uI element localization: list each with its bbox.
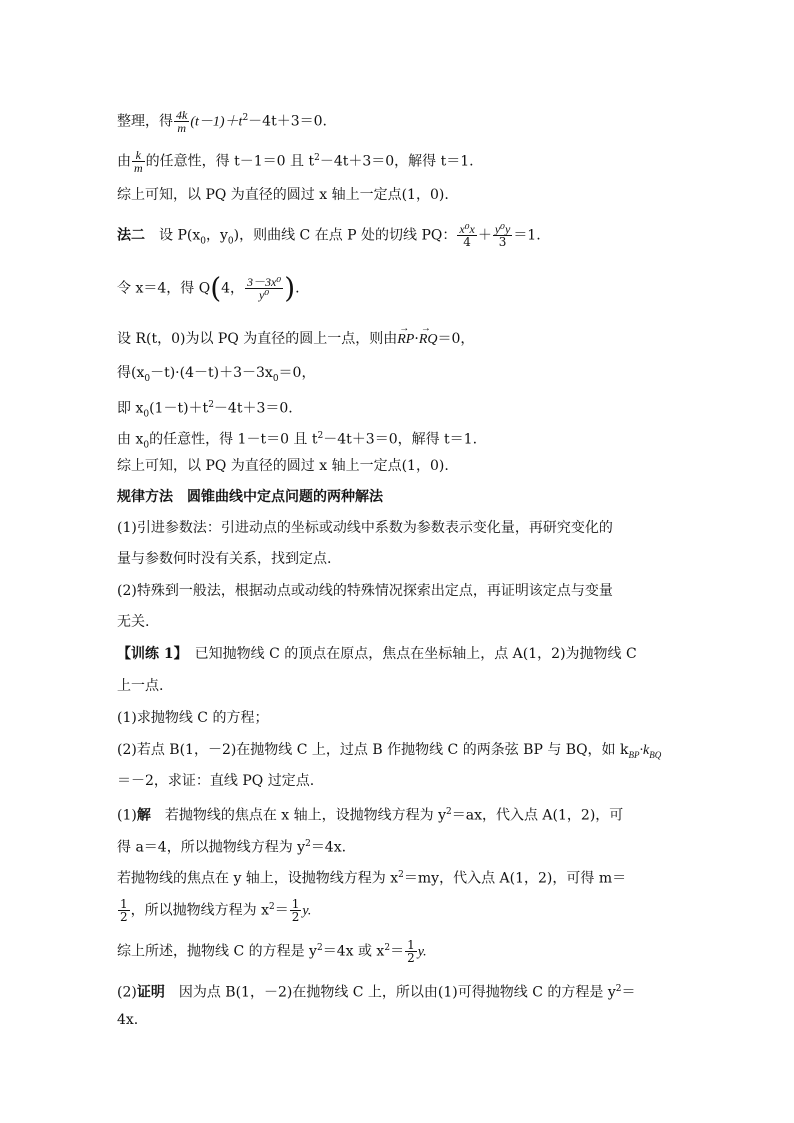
text-line-13: 量与参数何时没有关系，找到定点. (117, 551, 332, 567)
fraction: $\frac{\text{x⁰x}}{4}$ (459, 222, 475, 249)
vector-rq: → RQ (419, 331, 438, 349)
text-line-7: 得$(x_0-t)\cdot(4-t)+3-3x_0=0$， (117, 365, 316, 384)
text-line-26: (2)证明 因为点 B(1，－2)在抛物线 C 上，所以由(1)可得抛物线 C 的方程是 $y^2=$ (117, 984, 636, 1001)
text-line-17: 上一点. (117, 678, 164, 694)
exercise-heading-line: 【训练 1】 已知抛物线 C 的顶点在原点，焦点在坐标轴上，点 A(1，2)为抛物线 C (117, 646, 637, 662)
text-line-12: (1)引进参数法：引进动点的坐标或动线中系数为参数表示变化量，再研究变化的 (117, 520, 613, 536)
text-line-20: ＝－2，求证：直线 PQ 过定点. (117, 773, 315, 789)
text-line-3: 综上可知，以 PQ 为直径的圆过 x 轴上一定点(1，0). (117, 187, 449, 203)
text-line-5: 令 x＝4，得 Q(4， $\frac{\text{3－3x⁰}}{\text{y⁰}}$ ). (117, 271, 300, 305)
fraction: $\frac{1}{2}$ (120, 897, 128, 925)
text-line-14: (2)特殊到一般法，根据动点或动线的特殊情况探索出定点，再证明该定点与变量 (117, 583, 613, 599)
fraction: $\frac{k}{m}$ (134, 148, 143, 176)
text-line-2: 由 $\frac{k}{m}$ 的任意性，得 t－1＝0 且 $t^2-4t+3=0$，解得 t＝1. (117, 148, 474, 176)
text-line-15: 无关. (117, 614, 150, 630)
solution-label: 解 (136, 807, 151, 824)
text-line-24: $\frac{1}{2}$ ，所以抛物线方程为 $x^2=$ $\frac{1}{2}$ y. (120, 897, 312, 925)
exercise-label: 【训练 1】 (117, 646, 181, 662)
fraction: $\frac{\text{3－3x⁰}}{\text{y⁰}}$ (247, 275, 282, 302)
fraction: $\frac{1}{2}$ (407, 938, 415, 966)
text-line-27: 4x. (117, 1012, 139, 1028)
text: 整理，得 (117, 113, 173, 130)
text-line-10: 综上可知，以 PQ 为直径的圆过 x 轴上一定点(1，0). (117, 458, 449, 474)
fraction: $\frac{1}{2}$ (291, 897, 300, 925)
text-line-25: 综上所述，抛物线 C 的方程是 $y^2=4x$ 或 $x^2=$ $\frac{1}{2}$ y. (117, 938, 427, 966)
method-two-label: 法二 (117, 227, 145, 244)
text-line-1: 整理，得 $\frac{4k}{m}$ $(t-1)+t^2-4t+3=0$. (117, 108, 327, 136)
text-line-8: 即 $x_0(1-t)+t^2-4t+3=0$. (117, 400, 293, 420)
proof-label: 证明 (136, 984, 165, 1001)
text-line-21: (1)解 若抛物线的焦点在 x 轴上，设抛物线方程为 $y^2=ax$，代入点 A(1，2)，可 (117, 807, 624, 824)
text-line-9: 由 $x_0$的任意性，得 1－t＝0 且 $t^2-4t+3=0$，解得 t＝1. (117, 431, 478, 451)
text-line-19: (2)若点 B(1，－2)在抛物线 C 上，过点 B 作抛物线 C 的两条弦 BP 与 BQ，如 $k_{BP}\cdot k_{BQ}$ (117, 742, 662, 760)
text-line-22: 得 a＝4，所以抛物线方程为 $y^2=4x$. (117, 839, 347, 856)
text-line-18: (1)求抛物线 C 的方程； (117, 710, 269, 726)
fraction: $\frac{\text{y⁰y}}{3}$ (494, 222, 511, 249)
text-line-4: 法二 设 $P(x_0$，$y_0$)，则曲线 C 在点 P 处的切线 PQ： $\frac{\text{x⁰x}}{4}$ ＋ $\frac{\text{y⁰y}}{3}$ ＝1. (117, 222, 541, 249)
fraction: $\frac{4k}{m}$ (176, 108, 188, 136)
vector-rp: → RP (397, 331, 414, 349)
text-line-6: 设 R(t，0)为以 PQ 为直径的圆上一点，则由→ RP·→ RQ＝0， (117, 330, 474, 349)
section-heading: 规律方法 圆锥曲线中定点问题的两种解法 (117, 489, 383, 505)
text-line-23: 若抛物线的焦点在 y 轴上，设抛物线方程为 $x^2=my$，代入点 A(1，2)，可得 m＝ (117, 870, 627, 887)
